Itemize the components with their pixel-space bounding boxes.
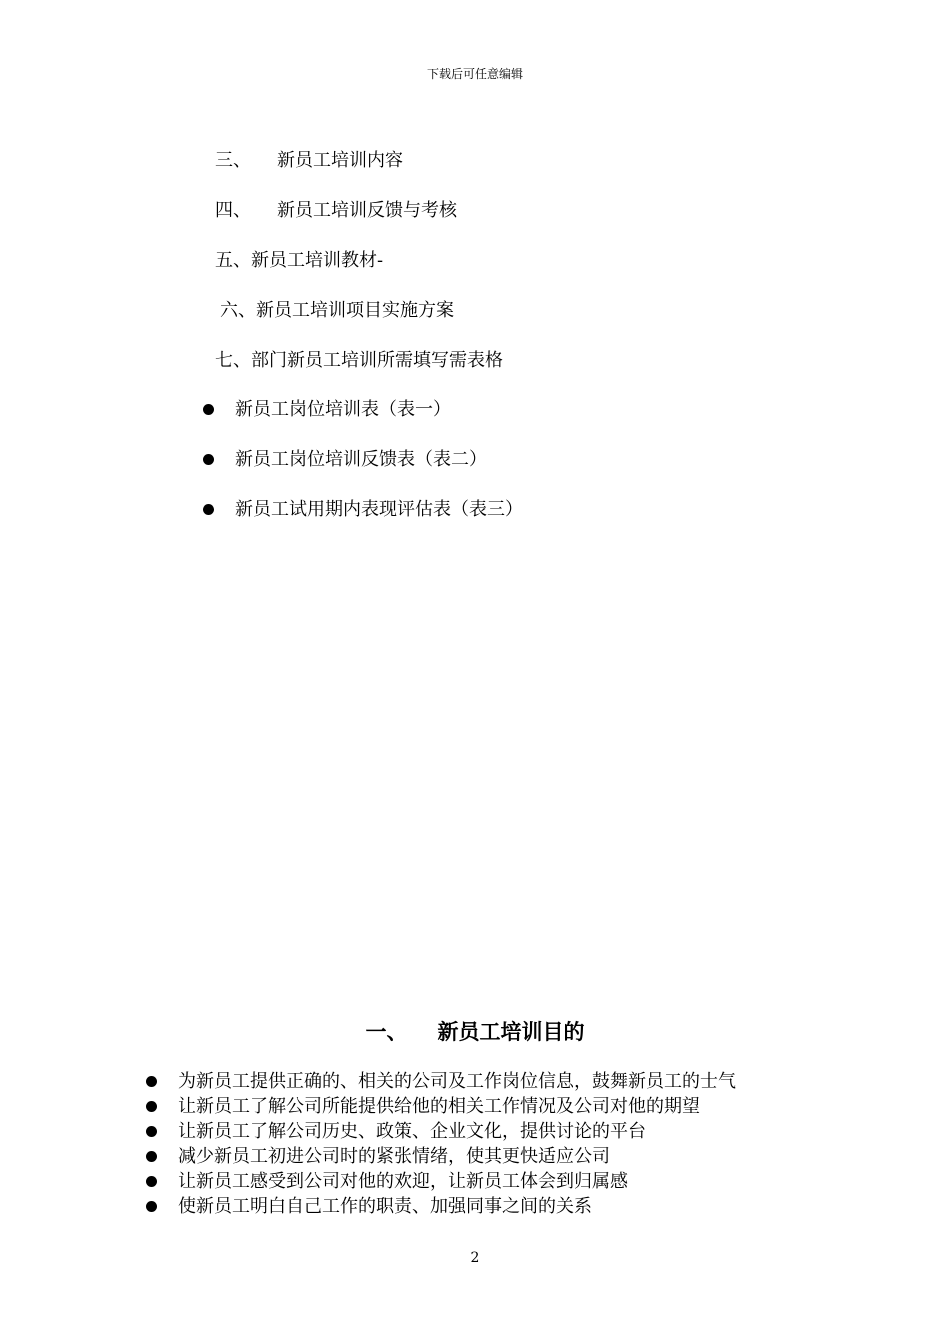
section-heading: [0, 1017, 950, 1047]
purpose-list-item: 让新员工感受到公司对他的欢迎，让新员工体会到归属感: [178, 1171, 628, 1192]
toc-item: [215, 349, 503, 373]
bullet-icon: [203, 504, 214, 515]
toc-item-label: 五、新员工培训教材-: [215, 250, 384, 271]
form-list-item: 新员工岗位培训反馈表（表二）: [235, 449, 487, 470]
toc-item-number: 三、: [215, 150, 251, 171]
bullet-icon: [146, 1101, 157, 1112]
bullet-icon: [203, 454, 214, 465]
toc-item: [215, 249, 383, 273]
toc-item-label: 新员工培训内容: [277, 150, 403, 171]
purpose-list-item: 让新员工了解公司所能提供给他的相关工作情况及公司对他的期望: [178, 1096, 700, 1117]
page-number: 2: [470, 1250, 480, 1266]
toc-item: [215, 149, 403, 173]
header-note: 下载后可任意编辑: [426, 67, 523, 81]
section-number: 一、: [365, 1020, 408, 1044]
purpose-list-item: 让新员工了解公司历史、政策、企业文化，提供讨论的平台: [178, 1121, 646, 1142]
form-list-item: 新员工试用期内表现评估表（表三）: [235, 499, 523, 520]
toc-item-number: 四、: [215, 200, 251, 221]
bullet-icon: [146, 1126, 157, 1137]
purpose-list-item: 减少新员工初进公司时的紧张情绪，使其更快适应公司: [178, 1146, 610, 1167]
bullet-icon: [146, 1176, 157, 1187]
bullet-icon: [203, 404, 214, 415]
purpose-list-item: 为新员工提供正确的、相关的公司及工作岗位信息，鼓舞新员工的士气: [178, 1071, 736, 1092]
toc-item: [215, 199, 457, 223]
bullet-icon: [146, 1201, 157, 1212]
purpose-list-item: 使新员工明白自己工作的职责、加强同事之间的关系: [178, 1196, 592, 1217]
toc-item-label: 新员工培训反馈与考核: [277, 200, 457, 221]
toc-item-label: 七、部门新员工培训所需填写需表格: [215, 350, 503, 371]
section-title: 新员工培训目的: [437, 1020, 585, 1044]
toc-item-label: 六、新员工培训项目实施方案: [220, 300, 454, 321]
form-list-item: 新员工岗位培训表（表一）: [235, 399, 451, 420]
bullet-icon: [146, 1151, 157, 1162]
bullet-icon: [146, 1076, 157, 1087]
toc-item: [220, 299, 454, 323]
